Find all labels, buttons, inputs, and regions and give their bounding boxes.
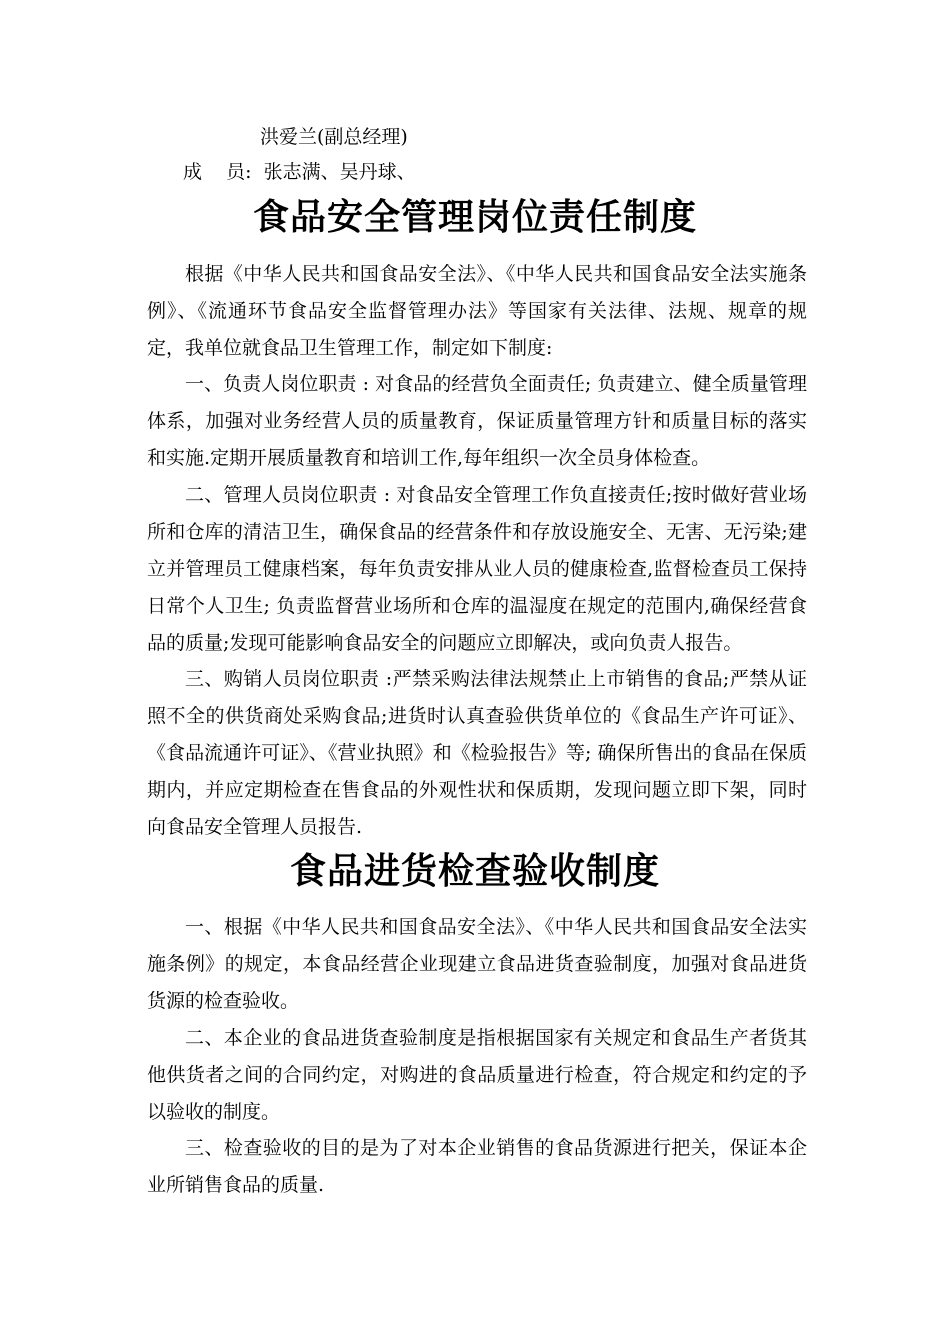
section-1-item-1: 一、负责人岗位职责 : 对食品的经营负全面责任; 负责建立、健全质量管理体系，加强对业务经营人员的质量教育，保证质量管理方针和质量目标的落实和实施.定期开展质量教育和培训工作,每年组织一次全员身体检查。 — [147, 373, 807, 469]
section-2-title: 食品进货检查验收制度 — [289, 851, 660, 892]
section-2-item-1: 一、根据《中华人民共和国食品安全法》、《中华人民共和国食品安全法实施条例》的规定，本食品经营企业现建立食品进货查验制度，加强对食品进货货源的检查验收。 — [147, 916, 807, 1012]
header-line-1: 洪爱兰(副总经理) — [260, 126, 408, 148]
section-1-intro: 根据《中华人民共和国食品安全法》、《中华人民共和国食品安全法实施条例》、《流通环节食品安全监督管理办法》等国家有关法律、法规、规章的规定，我单位就食品卫生管理工作，制定如下制度: — [147, 263, 807, 359]
section-2-item-2: 二、本企业的食品进货查验制度是指根据国家有关规定和食品生产者货其他供货者之间的合同约定，对购进的食品质量进行检查，符合规定和约定的予以验收的制度。 — [147, 1027, 807, 1123]
section-1-item-2: 二、管理人员岗位职责 : 对食品安全管理工作负直接责任;按时做好营业场所和仓库的清洁卫生，确保食品的经营条件和存放设施安全、无害、无污染;建立并管理员工健康档案，每年负责安排从业人员的健康检查,监督检查员工保持日常个人卫生; 负责监督营业场所和仓库的温湿度在规定的范围内,确保经营食品的质量;发现可能影响食品安全的问题应立即解决，或向负责人报告。 — [147, 484, 807, 654]
section-1-title: 食品安全管理岗位责任制度 — [252, 197, 697, 238]
header-line-2: 成 员: 张志满、吴丹球、 — [183, 161, 416, 183]
section-1-item-3: 三、购销人员岗位职责 :严禁采购法律法规禁止上市销售的食品;严禁从证照不全的供货商处采购食品;进货时认真查验供货单位的《食品生产许可证》、《食品流通许可证》、《营业执照》和《检验报告》等; 确保所售出的食品在保质期内，并应定期检查在售食品的外观性状和保质期，发现问题立即下架，同时向食品安全管理人员报告. — [147, 668, 807, 838]
section-2-item-3: 三、检查验收的目的是为了对本企业销售的食品货源进行把关，保证本企业所销售食品的质量. — [147, 1137, 807, 1196]
